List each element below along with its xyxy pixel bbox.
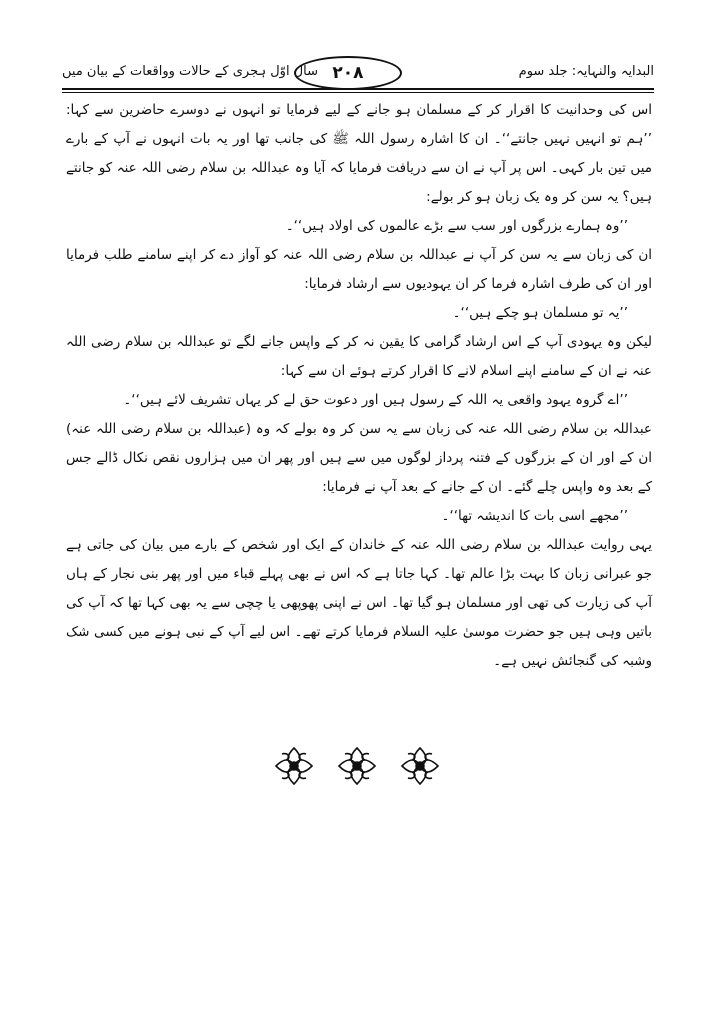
- quote-2: ’’یہ تو مسلمان ہو چکے ہیں‘‘۔: [452, 305, 628, 321]
- chapter-title: سال اوّل ہجری کے حالات وواقعات کے بیان میں: [62, 64, 318, 79]
- header-rule-thin: [62, 92, 654, 93]
- quote-4: ’’مجھے اسی بات کا اندیشہ تھا‘‘۔: [441, 508, 628, 524]
- paragraph-3: لیکن وہ یہودی آپ کے اس ارشاد گرامی کا یقین نہ کر کے واپس جانے لگے تو عبداللہ بن سلام رضی اللہ عنہ نے ان کے سامنے اپنے اسلام لانے کا اقرار کرتے ہوئے ان سے کہا:: [66, 334, 652, 379]
- paragraph-1: اس کی وحدانیت کا اقرار کر کے مسلمان ہو جانے کے لیے فرمایا تو انہوں نے دوسرے حاضرین سے کہا: ’’ہم تو انہیں نہیں جانتے‘‘۔ ان کا اشارہ رسول اللہ ﷺ کی جانب تھا اور یہ بات انہوں نے آپ کے بارے میں تین بار کہی۔ اس پر آپ نے ان سے دریافت فرمایا کہ آیا وہ عبداللہ بن سلام رضی اللہ عنہ کو جانتے ہیں؟ یہ سن کر وہ یک زبان ہو کر بولے:: [66, 102, 652, 205]
- running-header: [62, 58, 654, 84]
- paragraph-5: یہی روایت عبداللہ بن سلام رضی اللہ عنہ کے خاندان کے ایک اور شخص کے بارے میں بیان کی جاتی ہے جو عبرانی زبان کا بہت بڑا عالم تھا۔ کہا جاتا ہے کہ اس نے بھی پہلے قباء میں اور پھر بنی نجار کے ہاں آپ کی زیارت کی تھی اور مسلمان ہو گیا تھا۔ اس نے اپنی پھوپھی یا چچی سے یہ بھی کہا تھا کہ آپ کی باتیں وہی ہیں جو حضرت موسیٰ علیہ السلام فرمایا کرتے تھے۔ اس لیے آپ کے نبی ہونے میں کسی شک وشبہ کی گنجائش نہیں ہے۔: [66, 537, 652, 669]
- quote-3: ’’اے گروہ یہود واقعی یہ اللہ کے رسول ہیں اور دعوت حق لے کر یہاں تشریف لائے ہیں‘‘۔: [123, 392, 628, 408]
- end-ornament-icon: [262, 744, 452, 788]
- quote-1: ’’وہ ہمارے بزرگوں اور سب سے بڑے عالموں کی اولاد ہیں‘‘۔: [285, 218, 628, 234]
- body-text: [66, 96, 652, 676]
- header-rule: [62, 88, 654, 90]
- paragraph-2: ان کی زبان سے یہ سن کر آپ نے عبداللہ بن سلام رضی اللہ عنہ کو آواز دے کر اپنے سامنے طلب فرمایا اور ان کی طرف اشارہ فرما کر ان یہودیوں سے ارشاد فرمایا:: [66, 247, 652, 292]
- paragraph-4: عبداللہ بن سلام رضی اللہ عنہ کی زبان سے یہ سن کر وہ بولے کہ وہ (عبداللہ بن سلام رضی اللہ عنہ) ان کے اور ان کے بزرگوں کے فتنہ پرداز لوگوں میں سے ہیں اور پھر ان میں ہزاروں نقص نکال ڈالے جس کے بعد وہ واپس چلے گئے۔ ان کے جانے کے بعد آپ نے فرمایا:: [66, 421, 652, 495]
- book-title: البدایہ والنہایہ: جلد سوم: [518, 64, 654, 79]
- page-number: ۲۰۸: [294, 56, 402, 90]
